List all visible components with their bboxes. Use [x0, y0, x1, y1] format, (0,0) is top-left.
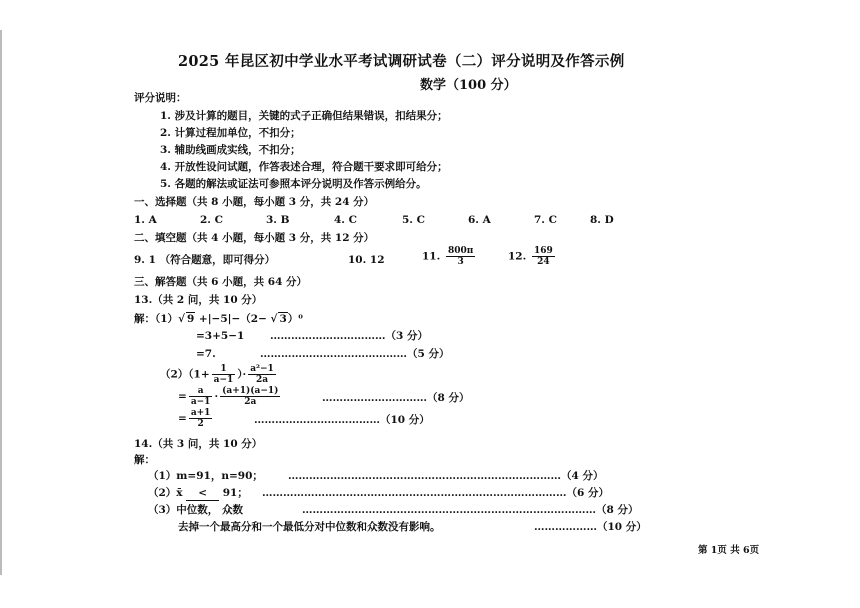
fill-answer-11: 11. $\frac{800\pi}{3}$	[422, 246, 474, 267]
page-title: 2025 年昆区初中学业水平考试调研试卷（二）评分说明及作答示例	[178, 53, 625, 70]
choice-answer: 4. C	[334, 214, 357, 226]
rule-item: 4. 开放性设问试题，作答表述合理，符合题干要求即可给分；	[160, 161, 448, 173]
fraction: $\frac{a}{a-1}$	[190, 386, 211, 407]
fraction: $\frac{(a+1)(a-1)}{2a}$	[222, 386, 279, 407]
q14-part2: （2）x̄ < 91；	[148, 487, 248, 499]
fill-answer-9: 9. 1 （符合题意，即可得分）	[134, 254, 276, 266]
question-heading: 14.（共 3 问，共 10 分）	[134, 438, 263, 450]
q14-part2-score: ……………………………………………………………………………（6 分）	[262, 487, 609, 499]
page-number: 第 1页 共 6页	[698, 545, 760, 556]
rule-item: 5. 各题的解法或证法可参照本评分说明及作答示例给分。	[160, 178, 427, 190]
q13-part1: 解：（1）√ 9 +|−5|−（2− √ 3）⁰	[134, 313, 303, 325]
fraction: $\frac{\text{a²−1}}{2a}$	[250, 364, 274, 385]
q14-part1: （1）m=91，n=90；	[148, 470, 263, 482]
fraction: $\frac{169}{24}$	[533, 246, 553, 267]
section-heading: 二、填空题（共 4 小题，每小题 3 分，共 12 分）	[134, 232, 375, 244]
rule-item: 1. 涉及计算的题目，关键的式子正确但结果错误，扣结果分；	[160, 110, 448, 122]
q13-step3: = $\frac{a}{a-1}$ · $\frac{(a+1)(a-1)}{2a}$	[178, 386, 279, 407]
question-heading: 13.（共 2 问，共 10 分）	[134, 294, 263, 306]
fraction: $\frac{a+1}{2}$	[190, 408, 211, 429]
q13-step2-score: ……………………………………（5 分）	[260, 348, 450, 360]
choice-answer: 6. A	[468, 214, 491, 226]
choice-answer: 5. C	[402, 214, 425, 226]
q13-part2: （2）（1+ $\frac{1}{a-1}$ ）· $\frac{\text{a²−1}}{2a}$	[160, 364, 274, 385]
document-page	[130, 0, 820, 608]
fill-answer-12: 12. $\frac{169}{24}$	[508, 246, 553, 267]
choice-answer: 1. A	[134, 214, 157, 226]
section-heading: 一、选择题（共 8 小题，每小题 3 分，共 24 分）	[134, 196, 375, 208]
section-heading: 三、解答题（共 6 小题，共 64 分）	[134, 276, 308, 288]
choice-answer: 8. D	[590, 214, 614, 226]
fill-answer-10: 10. 12	[348, 254, 385, 266]
q13-step1-score: ……………………………（3 分）	[270, 330, 428, 342]
q13-step3-score: …………………………（8 分）	[322, 392, 470, 404]
q14-part3-score: …………………………………………………………………………（8 分）	[302, 504, 639, 516]
q14-part1-score: ……………………………………………………………………（4 分）	[288, 470, 604, 482]
choice-answer: 3. B	[266, 214, 290, 226]
q13-step4: = $\frac{a+1}{2}$	[178, 408, 211, 429]
rule-item: 2. 计算过程加单位，不扣分；	[160, 127, 301, 139]
fraction: $\frac{800\pi}{3}$	[447, 246, 474, 267]
q14-jie: 解：	[134, 454, 155, 466]
q13-step1: =3+5−1	[196, 330, 245, 342]
rules-heading: 评分说明：	[134, 92, 187, 104]
choice-answer: 7. C	[534, 214, 557, 226]
choice-answer: 2. C	[200, 214, 223, 226]
q14-part3: （3）中位数， 众数	[148, 504, 243, 516]
q13-step4-score: ………………………………（10 分）	[254, 414, 430, 426]
page-subtitle: 数学（100 分）	[420, 78, 517, 93]
q14-part3-note: 去掉一个最高分和一个最低分对中位数和众数没有影响。	[178, 521, 441, 533]
fraction: $\frac{1}{a-1}$	[213, 364, 234, 385]
q13-step2: =7.	[196, 348, 216, 360]
q14-part3-note-score: ………………（10 分）	[534, 521, 647, 533]
scan-edge	[0, 30, 2, 575]
rule-item: 3. 辅助线画成实线，不扣分；	[160, 144, 301, 156]
